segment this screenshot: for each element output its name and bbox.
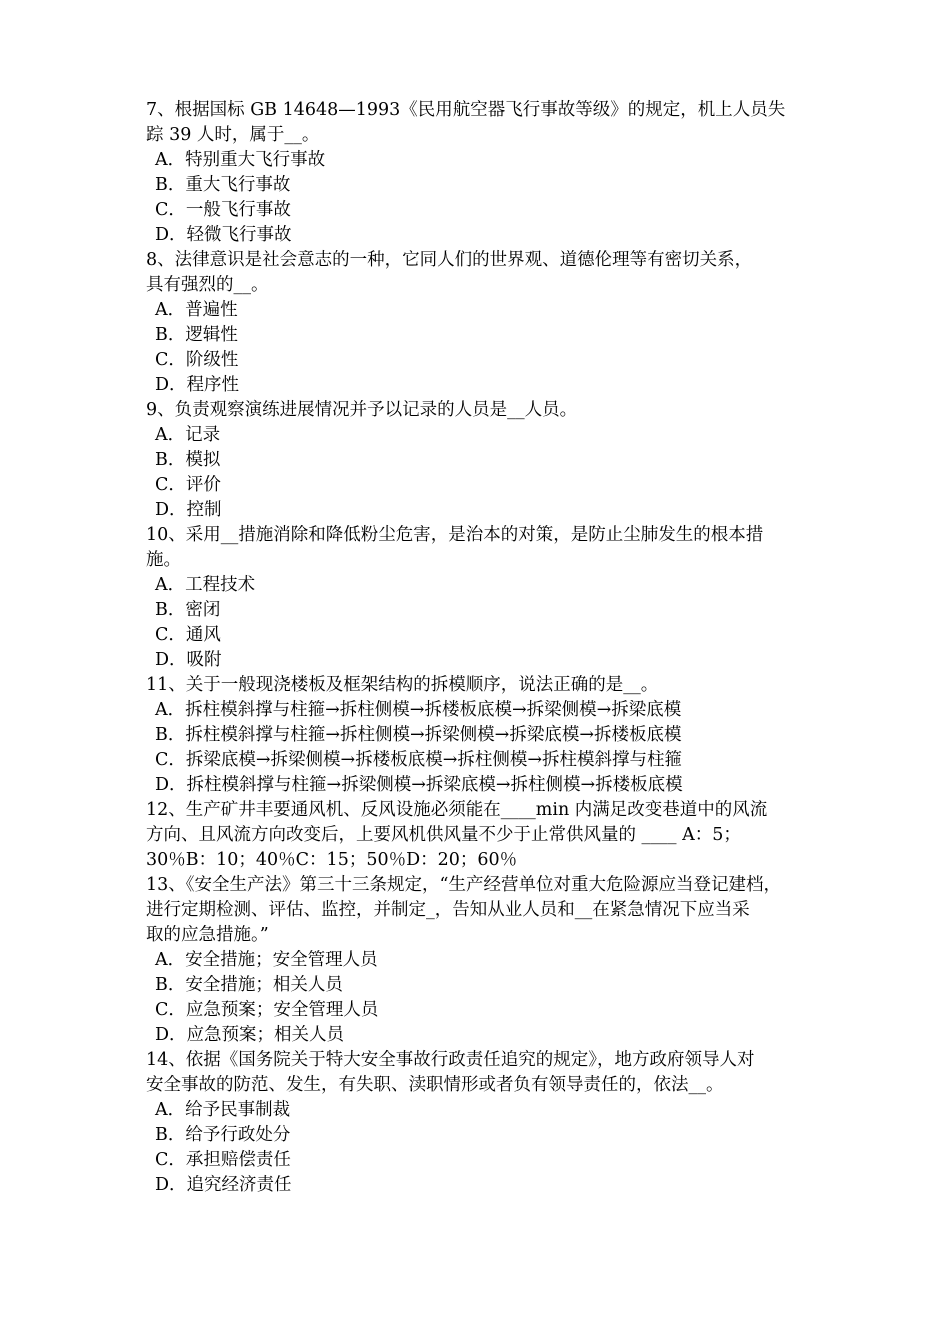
question-text-line: 10、采用__措施消除和降低粉尘危害，是治本的对策，是防止尘肺发生的根本措 xyxy=(146,525,764,545)
answer-option-line: B．重大飞行事故 xyxy=(155,175,291,195)
question-text-line: 进行定期检测、评估、监控，并制定_，告知从业人员和__在紧急情况下应当采 xyxy=(146,900,750,920)
question-text-line: 施。 xyxy=(146,550,181,570)
answer-option-line: B．安全措施；相关人员 xyxy=(155,975,343,995)
answer-option-line: B．拆柱模斜撑与柱箍→拆柱侧模→拆梁侧模→拆梁底模→拆楼板底模 xyxy=(155,725,682,745)
answer-option-line: C．拆梁底模→拆梁侧模→拆楼板底模→拆柱侧模→拆柱模斜撑与柱箍 xyxy=(155,750,683,770)
answer-option-line: B．模拟 xyxy=(155,450,221,470)
answer-option-line: C．评价 xyxy=(155,475,221,495)
answer-option-line: D．应急预案；相关人员 xyxy=(155,1025,345,1045)
answer-option-line: A．工程技术 xyxy=(155,575,256,595)
question-text-line: 安全事故的防范、发生，有失职、渎职情形或者负有领导责任的，依法__。 xyxy=(146,1075,724,1095)
answer-option-line: D．轻微飞行事故 xyxy=(155,225,292,245)
answer-option-line: D．追究经济责任 xyxy=(155,1175,292,1195)
question-text-line: 12、生产矿井丰要通风机、反风设施必须能在____min 内满足改变巷道中的风流 xyxy=(146,800,768,820)
question-text-line: 14、依据《国务院关于特大安全事故行政责任追究的规定》，地方政府领导人对 xyxy=(146,1050,755,1070)
answer-option-line: D．拆柱模斜撑与柱箍→拆梁侧模→拆梁底模→拆柱侧模→拆楼板底模 xyxy=(155,775,683,795)
answer-option-line: D．程序性 xyxy=(155,375,240,395)
answer-option-line: C．阶级性 xyxy=(155,350,239,370)
question-text-line: 13、《安全生产法》第三十三条规定，“生产经营单位对重大危险源应当登记建档， xyxy=(146,875,781,895)
answer-option-line: D．控制 xyxy=(155,500,222,520)
question-text-line: 取的应急措施。” xyxy=(146,925,269,945)
question-text-line: 9、负责观察演练进展情况并予以记录的人员是__人员。 xyxy=(146,400,578,420)
answer-option-line: B．逻辑性 xyxy=(155,325,238,345)
answer-option-line: B．给予行政处分 xyxy=(155,1125,291,1145)
answer-option-line: A．拆柱模斜撑与柱箍→拆柱侧模→拆楼板底模→拆梁侧模→拆梁底模 xyxy=(155,700,682,720)
answer-option-line: A．记录 xyxy=(155,425,221,445)
answer-option-line: C．通风 xyxy=(155,625,221,645)
answer-option-line: B．密闭 xyxy=(155,600,221,620)
answer-option-line: C．一般飞行事故 xyxy=(155,200,291,220)
question-text-line: 具有强烈的__。 xyxy=(146,275,269,295)
answer-option-line: C．承担赔偿责任 xyxy=(155,1150,291,1170)
answer-option-line: A．普遍性 xyxy=(155,300,238,320)
answer-option-line: C．应急预案；安全管理人员 xyxy=(155,1000,379,1020)
answer-option-line: A．给予民事制裁 xyxy=(155,1100,291,1120)
question-text-line: 踪 39 人时，属于__。 xyxy=(146,125,320,145)
answer-option-line: D．吸附 xyxy=(155,650,222,670)
answer-option-line: A．安全措施；安全管理人员 xyxy=(155,950,378,970)
question-text-line: 11、关于一般现浇楼板及框架结构的拆模顺序，说法正确的是__。 xyxy=(146,675,659,695)
question-text-line: 方向、且风流方向改变后，上要风机供风量不少于止常供风量的 ____ A：5； xyxy=(146,825,741,845)
question-text-line: 7、根据国标 GB 14648—1993《民用航空器飞行事故等级》的规定，机上人员失 xyxy=(146,100,786,120)
question-text-line: 8、法律意识是社会意志的一种，它同人们的世界观、道德伦理等有密切关系， xyxy=(146,250,753,270)
answer-option-line: A．特别重大飞行事故 xyxy=(155,150,326,170)
question-text-line: 30％B：10；40％C：15；50％D：20；60％ xyxy=(146,850,518,870)
question-text-block xyxy=(146,98,816,1198)
